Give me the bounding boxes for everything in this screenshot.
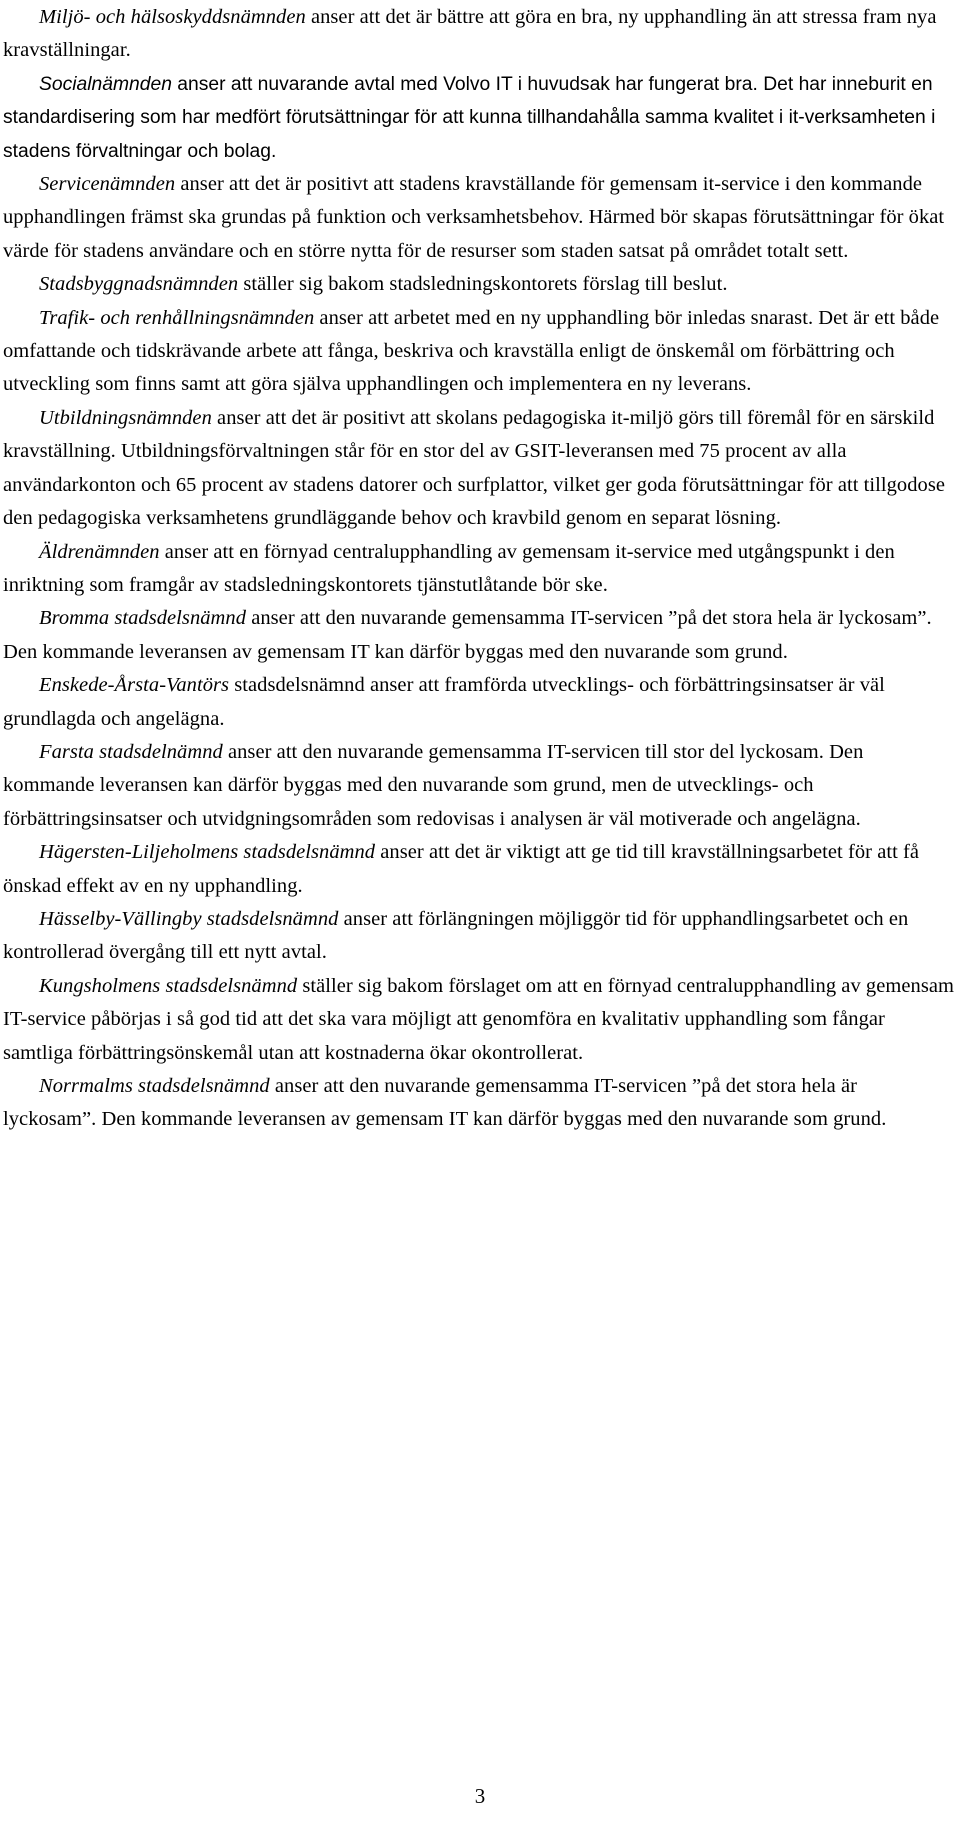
paragraph-hagersten-liljeholmen: [3, 836, 955, 903]
committee-name: Norrmalms stadsdelsnämnd: [39, 1075, 270, 1097]
committee-name: Miljö- och hälsoskyddsnämnden: [39, 6, 306, 28]
paragraph-text: anser att nuvarande avtal med Volvo IT i huvudsak har fungerat bra. Det har inneburit en standardisering som har medfört förutsättningar för att kunna tillhandahålla samma kvalitet i it-verksamheten i stadens förvaltningar och bolag.: [3, 73, 936, 162]
committee-name: Servicenämnden: [39, 173, 176, 196]
paragraph-text: anser att en förnyad centralupphandling av gemensam it-service med utgångspunkt i den inriktning som framgår av stadsledningskontorets tjänstutlåtande bör ske.: [3, 540, 895, 596]
paragraph-miljo-och-halsoskyddsnamnden: [3, 1, 955, 68]
committee-name: Stadsbyggnadsnämnden: [39, 273, 239, 296]
paragraph-text: anser att det är positivt att skolans pedagogiska it-miljö görs till föremål för en särskild kravställning. Utbildningsförvaltningen står för en stor del av GSIT-leveransen med 75 procent av alla användarkonton och 65 procent av stadens datorer och surfplattor, vilket ger goda förutsättningar för att tillgodose den pedagogiska verksamhetens grundläggande behov och kravbild genom en separat lösning.: [3, 406, 946, 530]
paragraph-text: ställer sig bakom förslaget om att en förnyad centralupphandling av gemensam IT-service påbörjas i så god tid att det ska vara möjligt att genomföra en kvalitativ upphandling som fångar samtliga förbättringsönskemål utan att kostnaderna ökar okontrollerat.: [3, 974, 954, 1064]
paragraph-aldrenamnden: [3, 536, 955, 603]
paragraph-socialnamnden: [3, 68, 955, 168]
paragraph-text: ställer sig bakom stadsledningskontorets förslag till beslut.: [238, 273, 728, 296]
committee-name: Äldrenämnden: [39, 540, 160, 563]
paragraph-bromma: [3, 602, 955, 669]
paragraph-text: anser att det är positivt att stadens kravställande för gemensam it-service i den kommande upphandlingen främst ska grundas på funktion och verksamhetsbehov. Härmed bör skapas förutsättningar för ökat värde för stadens användare och en större nytta för de resurser som staden satsat på området totalt sett.: [3, 173, 945, 262]
paragraph-kungsholmen: [3, 970, 955, 1070]
document-body: [3, 1, 955, 1137]
paragraph-text: anser att arbetet med en ny upphandling bör inledas snarast. Det är ett både omfattande och tidskrävande arbete att fånga, beskriva och kravställa enligt de önskemål om förbättring och utveckling som finns samt att göra själva upphandlingen och implementera en ny leverans.: [3, 306, 940, 396]
page-number: 3: [474, 1784, 486, 1808]
paragraph-hasselby-vallingby: [3, 903, 955, 970]
committee-name: Socialnämnden: [39, 73, 172, 95]
paragraph-text: anser att det är viktigt att ge tid till kravställningsarbetet för att få önskad effekt av en ny upphandling.: [3, 841, 920, 897]
paragraph-norrmalm: [3, 1070, 955, 1137]
paragraph-stadsbyggnadsnamnden: [3, 268, 955, 301]
paragraph-text: anser att det är bättre att göra en bra, ny upphandling än att stressa fram nya kravställningar.: [3, 6, 937, 62]
paragraph-text: anser att den nuvarande gemensamma IT-servicen ”på det stora hela är lyckosam”. Den kommande leveransen av gemensam IT kan därför byggas med den nuvarande som grund.: [3, 607, 932, 663]
committee-name: Hägersten-Liljeholmens stadsdelsnämnd: [39, 841, 376, 864]
committee-name: Hässelby-Vällingby stadsdelsnämnd: [39, 907, 339, 930]
paragraph-farsta: [3, 736, 955, 836]
paragraph-servicenamnden: [3, 168, 955, 268]
paragraph-utbildningsnamnden: [3, 402, 955, 536]
committee-name: Utbildningsnämnden: [39, 406, 212, 429]
paragraph-enskede-arsta-vantor: [3, 669, 955, 736]
committee-name: Bromma stadsdelsnämnd: [39, 607, 247, 630]
paragraph-text: stadsdelsnämnd anser att framförda utvecklings- och förbättringsinsatser är väl grundlagda och angelägna.: [3, 674, 885, 730]
paragraph-text: anser att den nuvarande gemensamma IT-servicen ”på det stora hela är lyckosam”. Den kommande leveransen av gemensam IT kan därför byggas med den nuvarande som grund.: [3, 1075, 887, 1131]
committee-name: Kungsholmens stadsdelsnämnd: [39, 974, 298, 997]
paragraph-text: anser att den nuvarande gemensamma IT-servicen till stor del lyckosam. Den kommande leveransen kan därför byggas med den nuvarande som grund, men de utvecklings- och förbättringsinsatser och utvidgningsområden som redovisas i analysen är väl motiverade och angelägna.: [3, 740, 864, 830]
committee-name: Farsta stadsdelnämnd: [39, 740, 223, 763]
paragraph-text: anser att förlängningen möjliggör tid för upphandlingsarbetet och en kontrollerad övergång till ett nytt avtal.: [3, 907, 909, 964]
paragraph-trafik-och-renhallningsnamnden: [3, 302, 955, 402]
committee-name: Enskede-Årsta-Vantörs: [39, 674, 230, 697]
committee-name: Trafik- och renhållningsnämnden: [39, 306, 315, 329]
